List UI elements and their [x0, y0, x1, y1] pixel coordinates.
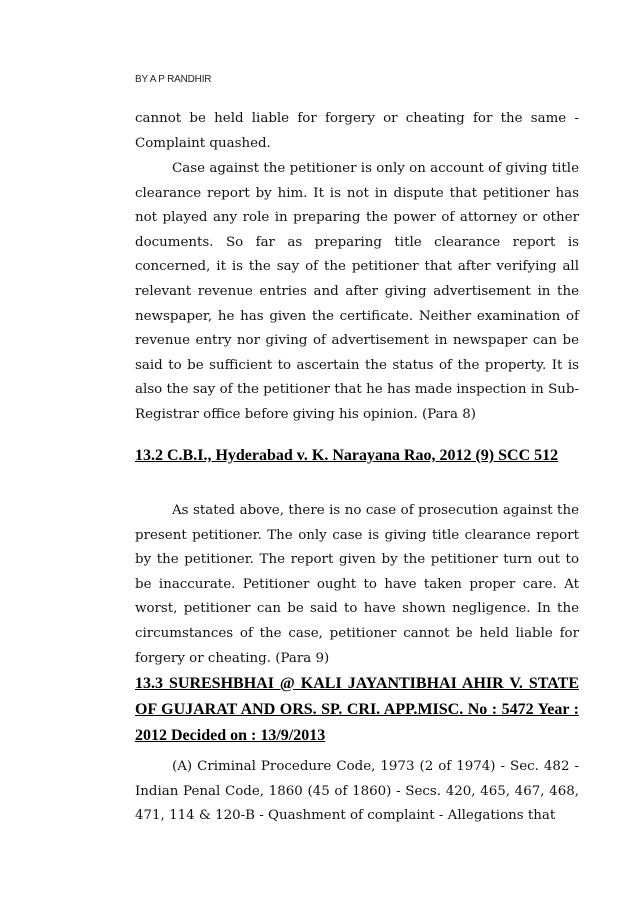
author-header: BY A P RANDHIR: [135, 74, 212, 85]
paragraph-para-9: As stated above, there is no case of prosecution against the present petitioner. The only case is giving title clearance report by the petitioner. The report given by the petitioner turn out to be inaccurate. Petitioner ought to have taken proper care. At worst, petitioner can be said to have shown negligence. In the circumstances of the case, petitioner cannot be held liable for forgery or cheating. (Para 9): [135, 503, 579, 666]
heading-13-2-cbi-hyderabad: 13.2 C.B.I., Hyderabad v. K. Narayana Rao, 2012 (9) SCC 512: [135, 447, 559, 464]
heading-13-3-sureshbhai: 13.3 SURESHBHAI @ KALI JAYANTIBHAI AHIR V. STATE OF GUJARAT AND ORS. SP. CRI. APP.MISC. No : 5472 Year : 2012 Decided on : 13/9/2013: [135, 675, 579, 744]
paragraph-complaint-quashed: cannot be held liable for forgery or cheating for the same - Complaint quashed.: [135, 111, 579, 151]
paragraph-criminal-procedure: (A) Criminal Procedure Code, 1973 (2 of 1974) - Sec. 482 - Indian Penal Code, 1860 (45 of 1860) - Secs. 420, 465, 467, 468, 471, 114 & 120-B - Quashment of complaint - Allegations that: [135, 759, 579, 824]
paragraph-para-8: Case against the petitioner is only on account of giving title clearance report by him. It is not in dispute that petitioner has not played any role in preparing the power of attorney or other documents. So far as preparing title clearance report is concerned, it is the say of the petitioner that after verifying all relevant revenue entries and after giving advertisement in the newspaper, he has given the certificate. Neither examination of revenue entry nor giving of advertisement in newspaper can be said to be sufficient to ascertain the status of the property. It is also the say of the petitioner that he has made inspection in Sub-Registrar office before giving his opinion. (Para 8): [135, 161, 579, 422]
